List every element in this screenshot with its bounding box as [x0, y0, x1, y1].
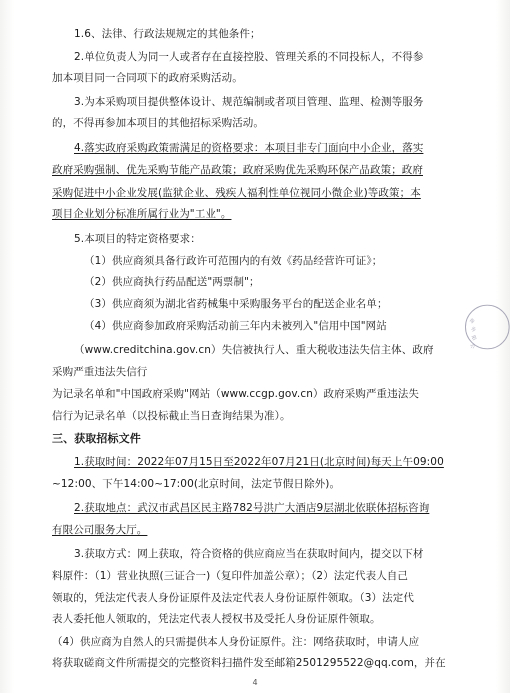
text-line: （www.creditchina.gov.cn）失信被执行人、重大税收违法失信主体、政府	[74, 344, 434, 356]
text-line: 3.为本采购项目提供整体设计、规范编制或者项目管理、监理、检测等服务	[74, 96, 424, 108]
text-line: 为记录名单和"中国政府采购"网站（www.ccgp.gov.cn）政府采购严重违法失	[52, 388, 419, 400]
list-item: （1）供应商须具备行政许可范围内的有效《药品经营许可证》；	[84, 255, 383, 267]
text-line-underlined: 政府采购强制、优先采购节能产品政策；政府采购优先采购环保产品政策；政府	[52, 164, 423, 176]
page-number: 4	[252, 678, 258, 687]
text-line: 1.6、法律、行政法规规定的其他条件；	[74, 28, 261, 40]
text-line-underlined: 4.落实政府采购政策需满足的资格要求：本项目非专门面向中小企业，落实	[74, 142, 424, 154]
text-line-underlined: 有限公司服务大厅。	[52, 524, 148, 536]
text-line: （4）供应商为自然人的只需提供本人身份证原件。注：网络获取时，申请人应	[52, 636, 420, 648]
text-line: 信行为记录名单（以投标截止当日查询结果为准）。	[52, 410, 291, 422]
text-line: 3.获取方式：网上获取，符合资格的供应商应当在获取时间内，提交以下材	[74, 548, 424, 560]
svg-text:限: 限	[469, 335, 477, 342]
list-item: （2）供应商执行药品配送"两票制"；	[84, 276, 260, 288]
text-line: 5.本项目的特定资格要求：	[74, 233, 201, 245]
text-line-underlined: 采购促进中小企业发展(监狱企业、残疾人福利性单位视同小微企业)等政策；本	[52, 187, 421, 199]
text-line: 的，不得再参加本项目的其他招标采购活动。	[52, 117, 264, 129]
list-item: （3）供应商须为湖北省药械集中采购服务平台的配送企业名单；	[84, 298, 388, 310]
text-line: 领取的，凭法定代表人身份证原件及法定代表人身份证原件领取。（3）法定代	[52, 592, 414, 604]
text-line: 2.单位负责人为同一人或者存在直接控股、管理关系的不同投标人，不得参	[74, 51, 424, 63]
text-line: 表人委托他人领取的，凭法定代表人授权书及受托人身份证原件领取。	[52, 613, 381, 625]
text-line-underlined: 2.获取地点：武汉市武昌区民主路782号洪广大酒店9层湖北依联体招标咨询	[74, 502, 430, 514]
text-line: 料原件：（1）营业执照(三证合一)（复印件加盖公章）；（2）法定代表人自己	[52, 570, 409, 582]
section-heading: 三、获取招标文件	[52, 432, 141, 445]
list-item: （4）供应商参加政府采购活动前三年内未被列入"信用中国"网站	[84, 320, 387, 332]
svg-text:询: 询	[467, 318, 475, 326]
text-line-underlined: 项目企业划分标准所属行业为"工业"。	[52, 208, 232, 220]
seal-stamp	[462, 272, 510, 382]
text-line-underlined: 1.获取时间：2022年07月15日至2022年07月21日(北京时间)每天上午09:00	[74, 456, 444, 468]
text-line: 采购严重违法失信行	[52, 366, 148, 378]
text-line: 加本项目同一合同项下的政府采购活动。	[52, 72, 243, 84]
svg-text:有: 有	[469, 326, 476, 334]
text-line: ~12:00、下午14:00~17:00(北京时间，法定节假日除外)。	[52, 478, 341, 490]
text-line: 将获取磋商文件所需提交的完整资料扫描件发至邮箱2501295522@qq.com，并在	[52, 657, 446, 669]
svg-text:公: 公	[468, 343, 475, 349]
